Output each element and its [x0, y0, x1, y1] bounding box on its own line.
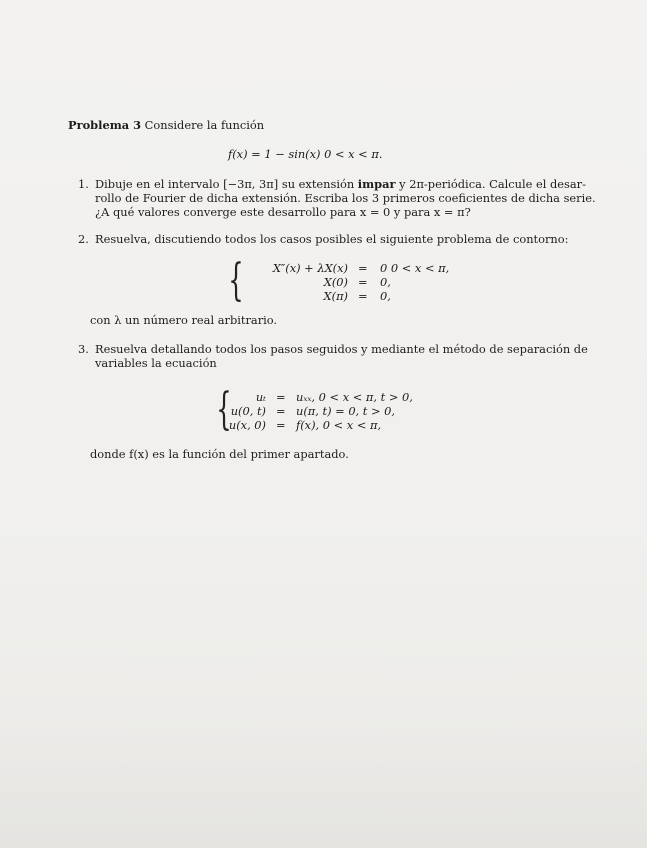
item-3-line-1: Resuelva detallando todos los pasos seguidos y mediante el método de separación de	[95, 342, 588, 356]
item-1-text-b: y 2π-periódica. Calcule el desar-	[399, 177, 586, 191]
item-3-lhs-2: u(0, t)	[230, 404, 266, 418]
item-2-lhs-3: X(π)	[323, 289, 348, 303]
item-1-emphasis: impar	[357, 177, 396, 191]
function-definition: f(x) = 1 − sin(x) 0 < x < π.	[228, 147, 383, 161]
problem-heading	[68, 118, 264, 132]
item-3-rhs-1: uₓₓ, 0 < x < π, t > 0,	[296, 390, 413, 404]
problem-intro: Considere la función	[144, 118, 265, 132]
item-3-brace: {	[216, 384, 232, 435]
item-3-eq-1: =	[276, 390, 286, 404]
item-2-number: 2.	[78, 232, 89, 246]
item-3-line-2: variables la ecuación	[95, 356, 217, 370]
item-1-text-a: Dibuje en el intervalo [−3π, 3π] su extensión	[95, 177, 355, 191]
item-2-lhs-2: X(0)	[323, 275, 348, 289]
item-2-brace: {	[228, 255, 244, 306]
item-2-eq-1: =	[358, 261, 368, 275]
item-2-rhs-1: 0 0 < x < π,	[380, 261, 450, 275]
item-3-number: 3.	[78, 342, 89, 356]
item-2-lhs-1: X″(x) + λX(x)	[272, 261, 348, 275]
item-3-rhs-2: u(π, t) = 0, t > 0,	[296, 404, 396, 418]
item-1-line-2: rollo de Fourier de dicha extensión. Escriba los 3 primeros coeficientes de dicha serie.	[95, 191, 596, 205]
item-2-rhs-3: 0,	[380, 289, 391, 303]
item-3-lhs-3: u(x, 0)	[228, 418, 266, 432]
item-3-after: donde f(x) es la función del primer apartado.	[90, 447, 349, 461]
item-3-rhs-3: f(x), 0 < x < π,	[296, 418, 382, 432]
item-2-eq-2: =	[358, 275, 368, 289]
item-1-number: 1.	[78, 177, 89, 191]
item-2-after: con λ un número real arbitrario.	[90, 313, 278, 327]
item-3-eq-3: =	[276, 418, 286, 432]
item-3-lhs-1: uₜ	[255, 390, 266, 404]
problem-title: Problema 3	[68, 118, 142, 132]
paper-shading	[0, 708, 647, 848]
item-1-line-3: ¿A qué valores converge este desarrollo para x = 0 y para x = π?	[95, 205, 471, 219]
item-3-eq-2: =	[276, 404, 286, 418]
item-1-line-1	[95, 177, 586, 191]
item-2-line-1: Resuelva, discutiendo todos los casos posibles el siguiente problema de contorno:	[95, 232, 569, 246]
item-2-eq-3: =	[358, 289, 368, 303]
item-2-rhs-2: 0,	[380, 275, 391, 289]
